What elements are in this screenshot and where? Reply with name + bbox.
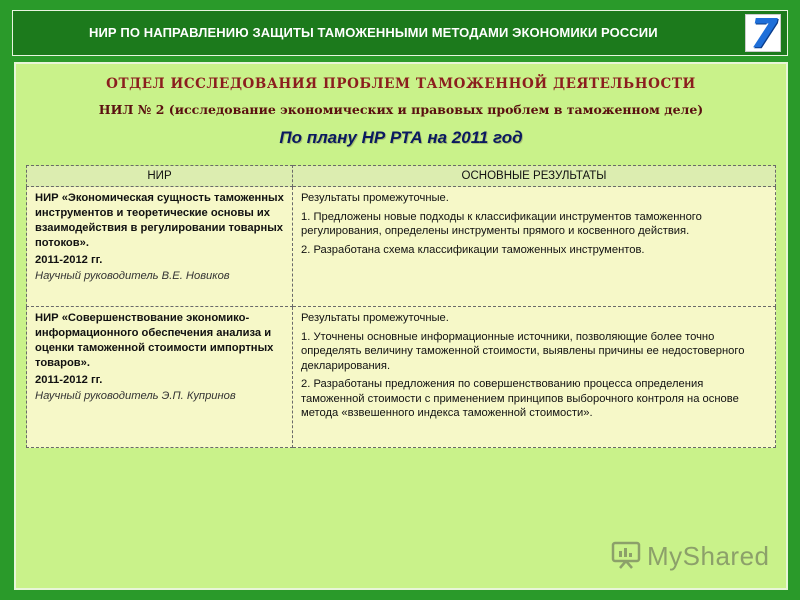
- results-cell: [293, 187, 776, 307]
- table-row: [27, 307, 776, 448]
- slide-header: [12, 10, 788, 56]
- research-years: 2011-2012 гг.: [35, 254, 103, 266]
- table-row: [27, 187, 776, 307]
- table-header-row: [27, 166, 776, 187]
- result-status: Результаты промежуточные.: [301, 312, 449, 324]
- results-table: [26, 165, 776, 448]
- content-panel: [14, 62, 788, 590]
- research-supervisor: Научный руководитель В.Е. Новиков: [35, 270, 230, 282]
- lab-subtitle: НИЛ № 2 (исследование экономических и правовых проблем в таможенном деле): [98, 102, 704, 117]
- plan-title: По плану НР РТА на 2011 год: [279, 128, 523, 147]
- result-item: 2. Разработаны предложения по совершенствованию процесса определения таможенной стоимости с применением принципов выборочного контроля на основе метода «взвешенного индекса таможенной стоимости».: [301, 378, 739, 419]
- research-topic: НИР «Экономическая сущность таможенных инструментов и теоретические основы их взаимодействия в регулировании товарных потоков».: [35, 192, 284, 249]
- page-number-badge: [745, 11, 781, 57]
- result-item: 1. Предложены новые подходы к классификации инструментов таможенного регулирования, определены инструменты прямого и косвенного действия.: [301, 210, 702, 237]
- presentation-board-icon: [611, 539, 641, 569]
- result-item: 2. Разработана схема классификации таможенных инструментов.: [301, 243, 645, 256]
- column-header-results: ОСНОВНЫЕ РЕЗУЛЬТАТЫ: [293, 166, 776, 187]
- research-topic: НИР «Совершенствование экономико-информационного обеспечения анализа и оценки таможенной стоимости импортных товаров».: [35, 312, 274, 369]
- research-cell: [27, 187, 293, 307]
- header-title: НИР ПО НАПРАВЛЕНИЮ ЗАЩИТЫ ТАМОЖЕННЫМИ МЕТОДАМИ ЭКОНОМИКИ РОССИИ: [89, 25, 658, 40]
- research-cell: [27, 307, 293, 448]
- results-cell: [293, 307, 776, 448]
- page-number: 7: [750, 11, 778, 57]
- result-status: Результаты промежуточные.: [301, 192, 449, 204]
- research-supervisor: Научный руководитель Э.П. Купринов: [35, 390, 236, 402]
- research-years: 2011-2012 гг.: [35, 374, 103, 386]
- myshared-watermark: [611, 539, 770, 579]
- column-header-nir: НИР: [27, 166, 293, 187]
- result-item: 1. Уточнены основные информационные источники, позволяющие более точно определять величину таможенной стоимости, выявлены причины ее недостоверного декларирования.: [301, 330, 745, 372]
- watermark-text: MyShared: [647, 541, 770, 571]
- department-title: ОТДЕЛ ИССЛЕДОВАНИЯ ПРОБЛЕМ ТАМОЖЕННОЙ ДЕЯТЕЛЬНОСТИ: [106, 76, 696, 92]
